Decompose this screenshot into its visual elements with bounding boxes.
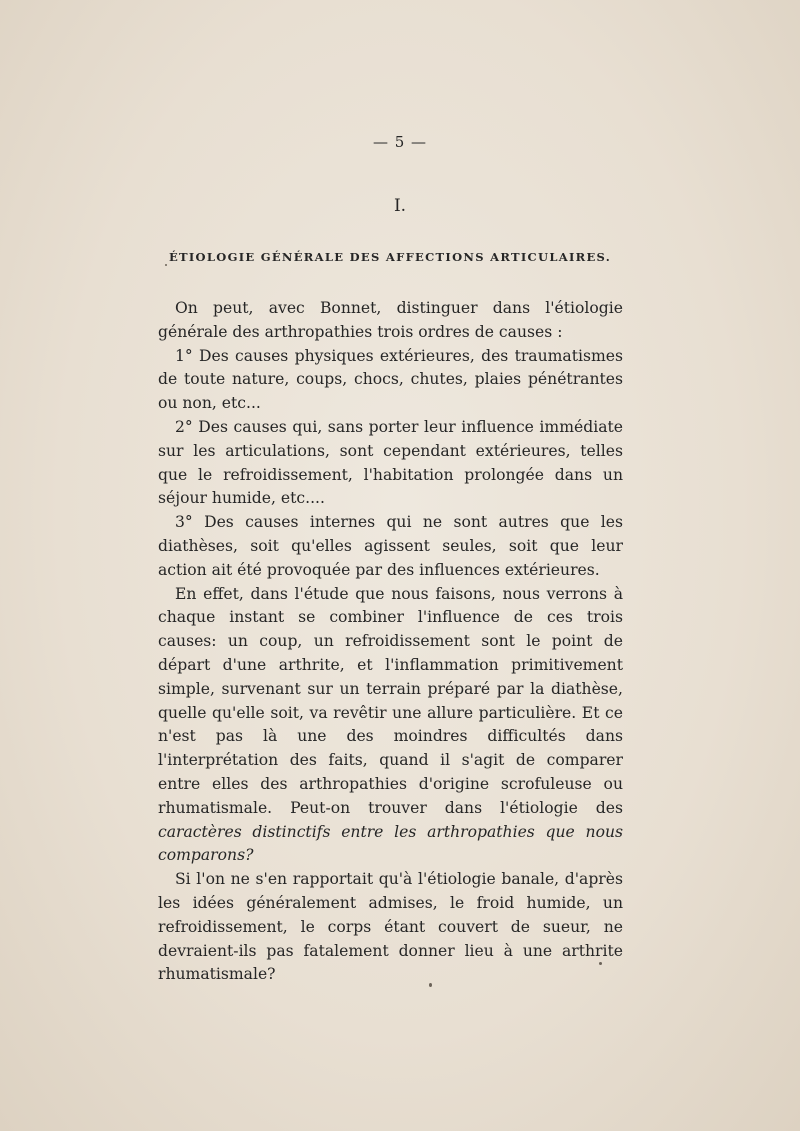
section-title: ÉTIOLOGIE GÉNÉRALE DES AFFECTIONS ARTICULAIRES. [168,250,612,264]
italic-phrase: caractères distinctifs entre les arthropathies que nous comparons? [158,822,623,865]
paragraph [158,583,623,869]
page-number: — 5 — [372,133,428,151]
paper-speck [599,962,602,965]
paragraph-text: En effet, dans l'étude que nous faisons, nous verrons à chaque instant se combiner l'influence de ces trois causes: un coup, un refroidissement sont le point de départ d'une arthrite, et l'inflammation primitivement simple, survenant sur un terrain préparé par la diathèse, quelle qu'elle soit, va revêtir une allure particulière. Et ce n'est pas là une des moindres difficultés dans l'interprétation des faits, quand il s'agit de comparer entre elles des arthropathies d'origine scrofuleuse ou rhumatismale. Peut-on trouver dans l'étiologie des [158,584,623,817]
paragraph: On peut, avec Bonnet, distinguer dans l'étiologie générale des arthropathies trois ordres de causes : [158,299,623,341]
paper-speck [429,983,432,987]
paragraph: 3° Des causes internes qui ne sont autres que les diathèses, soit qu'elles agissent seules, soit que leur action ait été provoquée par des influences extérieures. [158,513,623,579]
paragraph: 2° Des causes qui, sans porter leur influence immédiate sur les articulations, sont cependant extérieures, telles que le refroidissement, l'habitation prolongée dans un séjour humide, etc.... [158,417,623,508]
paper-speck [165,264,167,266]
body-text [158,297,623,987]
paragraph: Si l'on ne s'en rapportait qu'à l'étiologie banale, d'après les idées généralement admises, le froid humide, un refroidissement, le corps étant couvert de sueur, ne devraient-ils pas fatalement donner lieu à une arthrite rhumatismale? [158,870,623,984]
section-number: I. [393,196,407,216]
paragraph: 1° Des causes physiques extérieures, des traumatismes de toute nature, coups, chocs, chutes, plaies pénétrantes ou non, etc... [158,346,623,413]
